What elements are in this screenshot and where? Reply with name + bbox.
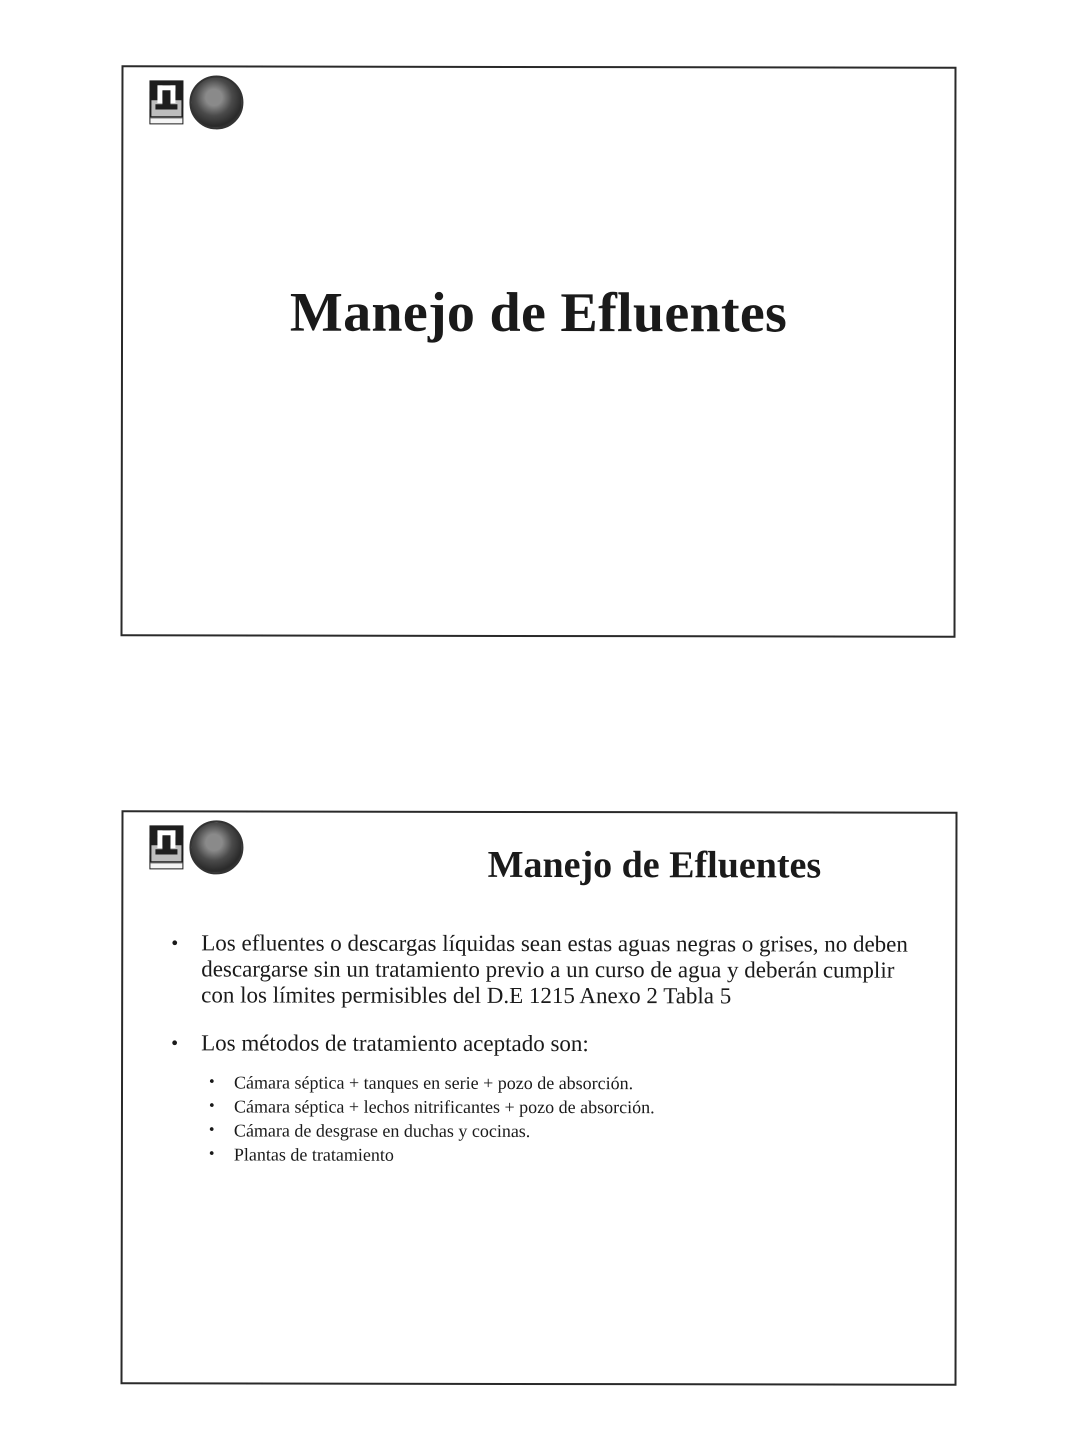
techint-logo-icon: [149, 825, 183, 869]
slide-logos: [149, 820, 243, 874]
sub-bullet-item: • Cámara séptica + lechos nitrificantes + pozo de absorción.: [201, 1094, 915, 1119]
bullet-list: [167, 930, 915, 1189]
bullet-item: [167, 930, 915, 1009]
sub-bullet-item: • Plantas de tratamiento: [201, 1142, 915, 1167]
sub-bullet-item: • Cámara de desgrase en duchas y cocinas.: [201, 1118, 915, 1143]
slide-title: Manejo de Efluentes: [487, 843, 822, 887]
bullet-item: [167, 1030, 915, 1167]
slide-logos: [149, 75, 243, 129]
sub-bullet-item: • Cámara séptica + tanques en serie + pozo de absorción.: [201, 1070, 915, 1095]
slide-2: [120, 810, 957, 1385]
techint-logo-icon: [149, 80, 183, 124]
slide-title: Manejo de Efluentes: [289, 281, 788, 345]
bullet-text: Los efluentes o descargas líquidas sean estas aguas negras o grises, no deben descargarse sin un tratamiento previo a un curso de agua y deberán cumplir con los límites permisibles del D.E 1215 Anexo 2 Tabla 5: [201, 930, 908, 1009]
slide-1: [121, 65, 957, 637]
seal-logo-icon: [189, 820, 243, 874]
seal-logo-icon: [189, 75, 243, 129]
bullet-text: Los métodos de tratamiento aceptado son:: [201, 1030, 589, 1057]
sub-bullet-list: [201, 1070, 915, 1167]
